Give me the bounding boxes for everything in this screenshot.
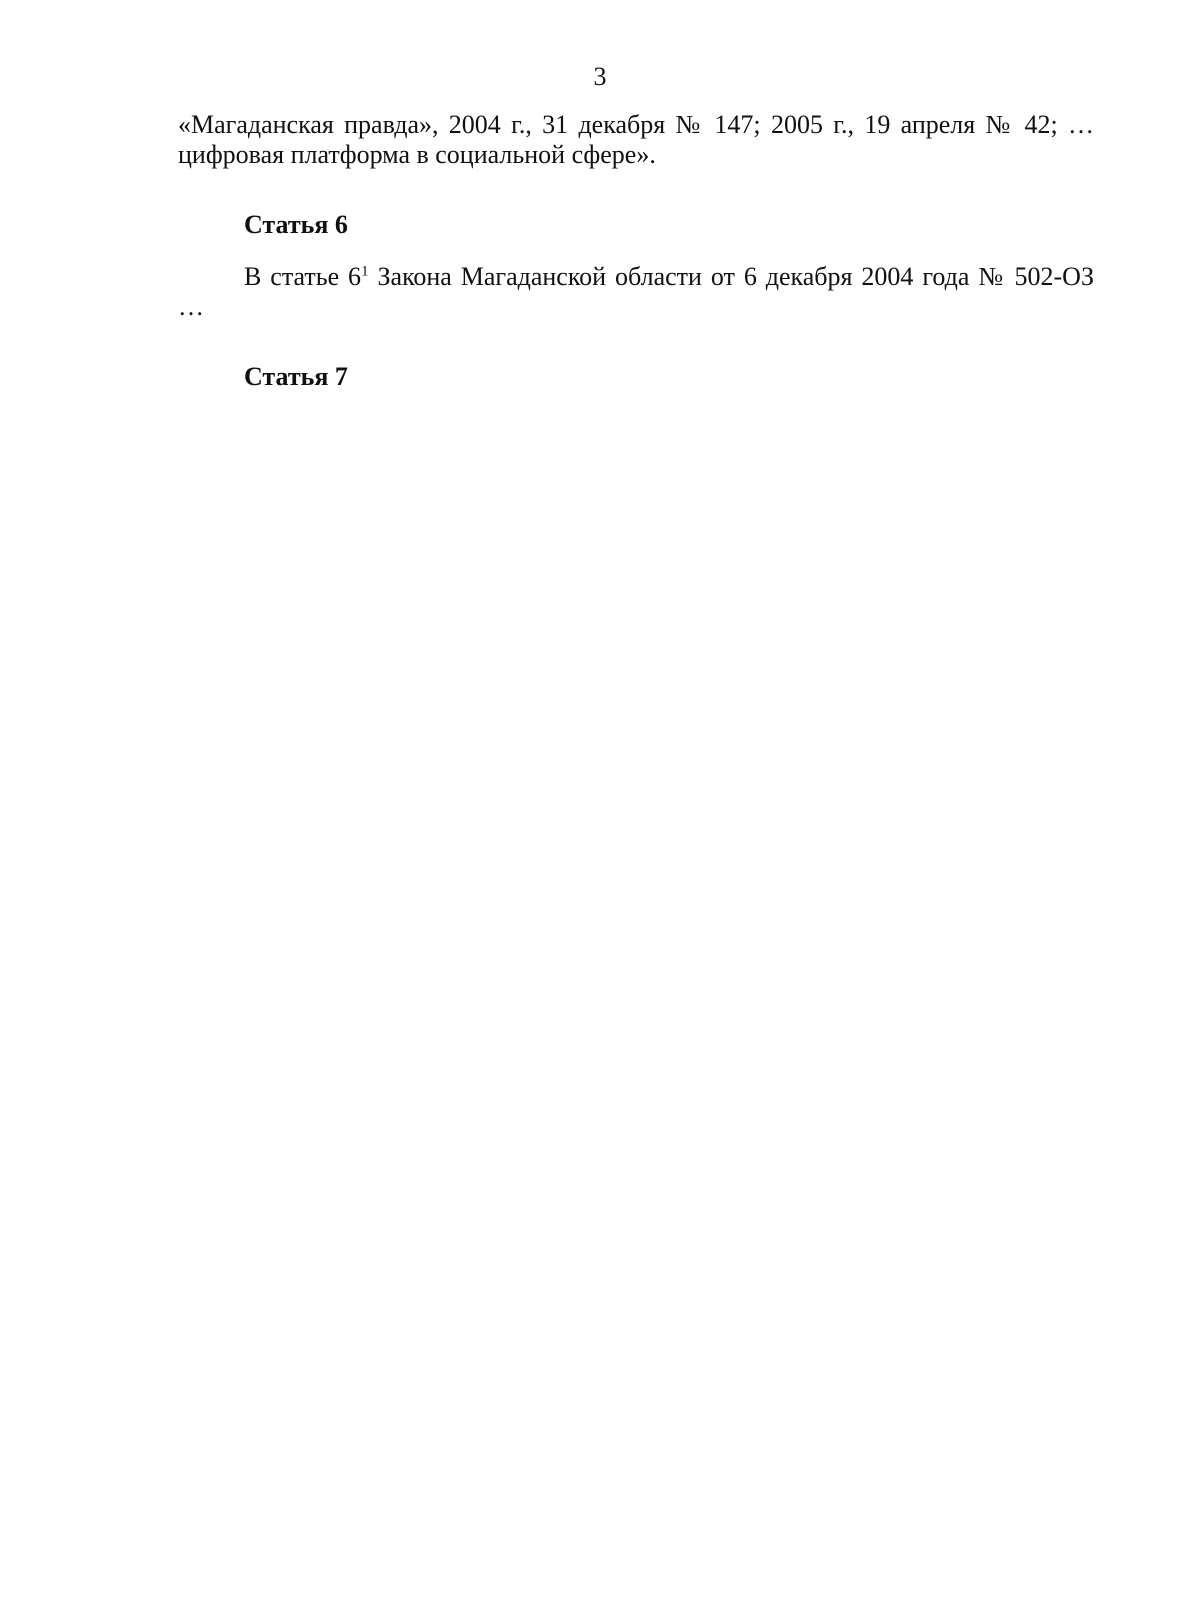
article-7-heading: Статья 7 xyxy=(244,362,348,391)
paragraph-continuation: «Магаданская правда», 2004 г., 31 декабря № 147; 2005 г., 19 апреля № 42; … цифровая платформа в социальной сфере». xyxy=(178,110,1094,169)
page-number: 3 xyxy=(593,62,607,91)
article-6-heading: Статья 6 xyxy=(244,210,348,239)
article-6-lead: В статье 6 xyxy=(244,262,362,291)
page-body xyxy=(178,110,1094,414)
article-6-paragraph xyxy=(178,262,1094,322)
article-6-superscript: 1 xyxy=(361,263,369,280)
article-6-text: Закона Магаданской области от 6 декабря 2004 года № 502-ОЗ … xyxy=(178,262,1094,321)
